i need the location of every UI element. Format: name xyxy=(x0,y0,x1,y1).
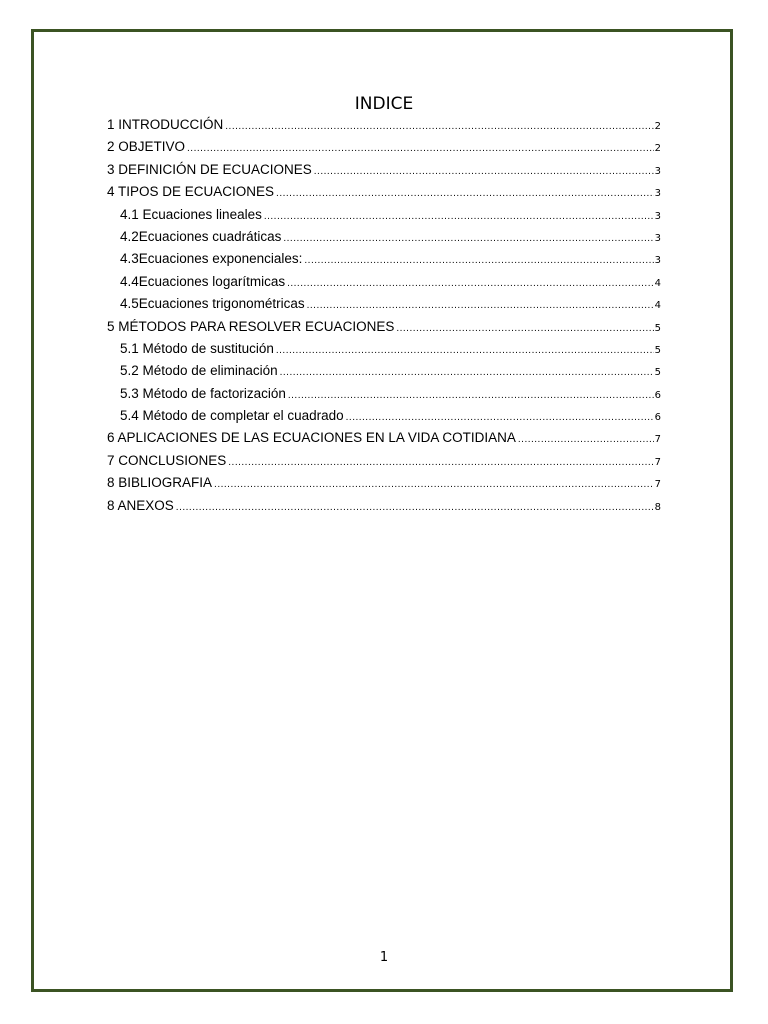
toc-entry-introduccion[interactable] xyxy=(107,117,661,139)
toc-entry-objetivo[interactable] xyxy=(107,139,661,161)
toc-dot-leader xyxy=(314,166,654,177)
toc-entry-label: 6 APLICACIONES DE LAS ECUACIONES EN LA VIDA COTIDIANA xyxy=(107,430,516,446)
toc-entry-page: 4 xyxy=(654,300,661,312)
toc-entry-label: 4.3Ecuaciones exponenciales: xyxy=(120,251,303,267)
toc-entry-page: 5 xyxy=(654,322,661,334)
toc-entry-eliminacion[interactable] xyxy=(107,363,661,385)
toc-entry-page: 3 xyxy=(654,255,661,267)
toc-entry-page: 8 xyxy=(654,501,661,513)
toc-entry-label: 5.3 Método de factorización xyxy=(120,385,286,401)
toc-entry-conclusiones[interactable] xyxy=(107,453,661,475)
toc-entry-label: 4.2Ecuaciones cuadráticas xyxy=(120,228,282,244)
toc-dot-leader xyxy=(307,300,654,311)
toc-dot-leader xyxy=(280,367,654,378)
toc-entry-page: 7 xyxy=(654,479,661,491)
toc-entry-page: 7 xyxy=(654,456,661,468)
toc-entry-completar-cuadrado[interactable] xyxy=(107,408,661,430)
toc-dot-leader xyxy=(276,188,654,199)
toc-entry-label: 5 MÉTODOS PARA RESOLVER ECUACIONES xyxy=(107,318,395,334)
toc-dot-leader xyxy=(276,345,654,356)
toc-entry-anexos[interactable] xyxy=(107,498,661,520)
toc-dot-leader xyxy=(287,278,654,289)
toc-entry-page: 3 xyxy=(654,165,661,177)
toc-entry-page: 5 xyxy=(654,367,661,379)
toc-entry-label: 5.1 Método de sustitución xyxy=(120,340,274,356)
toc-entry-page: 6 xyxy=(654,412,661,424)
toc-entry-bibliografia[interactable] xyxy=(107,475,661,497)
toc-entry-label: 2 OBJETIVO xyxy=(107,139,186,155)
toc-entry-label: 4.4Ecuaciones logarítmicas xyxy=(120,273,286,289)
toc-entry-page: 7 xyxy=(654,434,661,446)
toc-title: INDICE xyxy=(354,94,414,114)
toc-entry-exponenciales[interactable] xyxy=(107,251,661,273)
toc-entry-label: 5.2 Método de eliminación xyxy=(120,363,278,379)
toc-entry-page: 3 xyxy=(654,188,661,200)
toc-dot-leader xyxy=(518,434,654,445)
toc-entry-lineales[interactable] xyxy=(107,207,661,229)
toc-entry-page: 4 xyxy=(654,277,661,289)
page-number: 1 xyxy=(379,950,389,965)
toc-entry-logaritmicas[interactable] xyxy=(107,274,661,296)
toc-entry-label: 8 ANEXOS xyxy=(107,497,174,513)
toc-entry-page: 2 xyxy=(654,143,661,155)
toc-entry-metodos[interactable] xyxy=(107,319,661,341)
toc-dot-leader xyxy=(264,211,654,222)
toc-entry-definicion[interactable] xyxy=(107,162,661,184)
toc-entry-page: 3 xyxy=(654,210,661,222)
toc-entry-label: 8 BIBLIOGRAFIA xyxy=(107,475,213,491)
toc-entry-label: 5.4 Método de completar el cuadrado xyxy=(120,408,344,424)
toc-entry-tipos[interactable] xyxy=(107,184,661,206)
toc-entry-label: 4.5Ecuaciones trigonométricas xyxy=(120,296,305,312)
toc-entry-page: 5 xyxy=(654,344,661,356)
toc-dot-leader xyxy=(396,323,653,334)
toc-dot-leader xyxy=(187,143,654,154)
toc-dot-leader xyxy=(214,479,654,490)
toc-entry-trigonometricas[interactable] xyxy=(107,296,661,318)
toc-entry-sustitucion[interactable] xyxy=(107,341,661,363)
toc-entry-factorizacion[interactable] xyxy=(107,386,661,408)
toc-dot-leader xyxy=(346,412,654,423)
toc-entry-label: 4.1 Ecuaciones lineales xyxy=(120,206,262,222)
toc-dot-leader xyxy=(228,457,653,468)
toc-dot-leader xyxy=(304,255,653,266)
toc-entry-page: 6 xyxy=(654,389,661,401)
toc-entry-label: 1 INTRODUCCIÓN xyxy=(107,117,224,132)
toc-dot-leader xyxy=(288,390,654,401)
toc-entry-label: 4 TIPOS DE ECUACIONES xyxy=(107,184,275,200)
toc-entry-page: 2 xyxy=(654,121,661,132)
toc-dot-leader xyxy=(283,233,653,244)
toc-entry-label: 3 DEFINICIÓN DE ECUACIONES xyxy=(107,161,312,177)
toc-dot-leader xyxy=(225,121,653,132)
toc-entry-page: 3 xyxy=(654,232,661,244)
toc-dot-leader xyxy=(176,502,654,513)
table-of-contents xyxy=(107,117,661,520)
toc-entry-cuadraticas[interactable] xyxy=(107,229,661,251)
toc-entry-label: 7 CONCLUSIONES xyxy=(107,452,227,468)
toc-entry-aplicaciones[interactable] xyxy=(107,430,661,452)
